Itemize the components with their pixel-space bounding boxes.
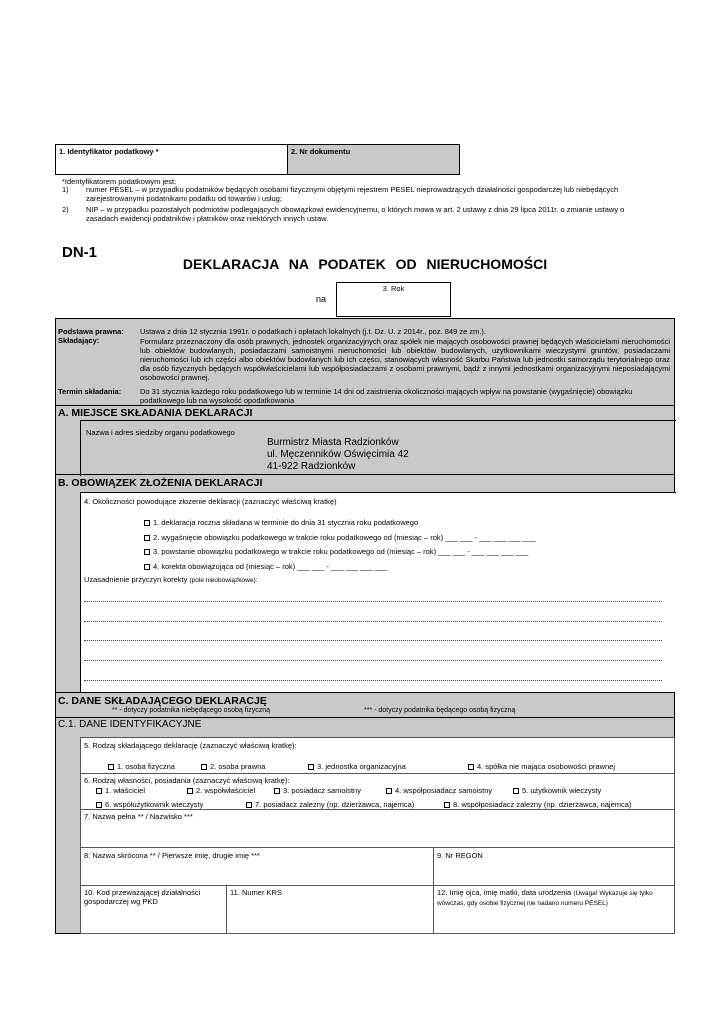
field-12-label-wrap (437, 888, 673, 908)
note1-number: 1) (62, 185, 69, 194)
field-8-label: 8. Nazwa skrócona ** / Pierwsze imię, drugie imię *** (84, 851, 260, 860)
skladajacy-text: Formularz przeznaczony dla osób prawnych, jednostek organizacyjnych oraz spółek nie mających osobowości prawnej będących właścicielami nieruchomości lub obiektów budowlanych, posiadaczami samoistnymi nieruchomości lub obiektów budowlanych, użytkownikami wieczystymi gruntów, posiadaczami nieruchomości lub ich części albo obiektów budowlanych lub ich części, stanowiących własność Skarbu Państwa lub jednostki samorządu terytorialnego oraz dla osób fizycznych będących współwłaścicielami lub współposiadaczami z osobami prawnymi, bądź z innymi jednostkami organizacyjnymi nieposiadającymi osobowości prawnej. (140, 337, 670, 382)
organ-line3: 41-922 Radzionków (267, 461, 356, 472)
f5-option-2[interactable] (201, 762, 265, 771)
notes-intro: *Identyfikatorem podatkowym jest: (62, 177, 177, 186)
field-5-label: 5. Rodzaj składającego deklarację (zaznaczyć właściwą kratkę): (84, 741, 297, 750)
f6-option-6-label: 6. współużytkownik wieczysty (105, 800, 204, 809)
option-3[interactable] (144, 547, 528, 556)
f5-option-2-label: 2. osoba prawna (210, 762, 266, 771)
f6-option-1-label: 1. właściciel (105, 786, 146, 795)
note1-text: numer PESEL – w przypadku podatników będących osobami fizycznymi objętymi rejestrem PESEL nieprowadzących działalności gospodarczej lub niebędących zarejestrowanymi podatnikami podatku od towarów i usług; (86, 185, 619, 203)
f6-option-4[interactable] (386, 786, 492, 795)
section-c-note2: *** - dotyczy podatnika będącego osobą fizyczną (364, 707, 516, 714)
checkbox-3[interactable] (144, 549, 150, 555)
field-12-label: 12. Imię ojca, imię matki, data urodzenia (437, 888, 572, 897)
identyfikator-label: 1. Identyfikator podatkowy * (59, 147, 159, 156)
field-11-label: 11. Numer KRS (230, 888, 282, 897)
rok-field[interactable] (336, 282, 451, 317)
uzasadnienie-text: Uzasadnienie przyczyn korekty (84, 575, 188, 584)
f6-checkbox-1[interactable] (96, 788, 102, 794)
podstawa-label: Podstawa prawna: (58, 327, 124, 336)
checkbox-1[interactable] (144, 520, 150, 526)
f6-option-4-label: 4. współposiadacz samoistny (395, 786, 493, 795)
uzasadnienie-line-1[interactable] (84, 600, 662, 602)
form-title: DEKLARACJA NA PODATEK OD NIERUCHOMOŚCI (182, 256, 548, 272)
skladajacy-label: Składający: (58, 336, 100, 345)
field-6-label: 6. Rodzaj własności, posiadania (zaznaczyć właściwą kratkę): (84, 776, 290, 785)
f5-option-4[interactable] (468, 762, 615, 771)
field-12-note: (Uwaga! Wykazuje się tylko wówczas, gdy osobie fizycznej nie nadano numeru PESEL) (437, 890, 653, 907)
f5-option-4-label: 4. spółka nie mająca osobowości prawnej (477, 762, 615, 771)
f5-option-3[interactable] (308, 762, 406, 771)
field-7-label: 7. Nazwa pełna ** / Nazwisko *** (84, 812, 193, 821)
checkbox-2[interactable] (144, 535, 150, 541)
f6-option-7[interactable] (246, 800, 414, 809)
option-4[interactable] (144, 562, 387, 571)
option-2[interactable] (144, 533, 535, 542)
f6-option-5[interactable] (513, 786, 601, 795)
option-4-label: 4. korekta obowiązująca od (miesiąc – rok) ___ ___ - ___ ___ ___ ___ (153, 562, 388, 571)
note2-number: 2) (62, 205, 69, 214)
uzasadnienie-note: (pole nieobowiązkowe): (189, 577, 258, 584)
checkbox-4[interactable] (144, 564, 150, 570)
field-9-label: 9. Nr REGON (437, 851, 483, 860)
termin-label: Termin składania: (58, 387, 122, 396)
rok-label: 3. Rok (382, 284, 405, 293)
f6-checkbox-5[interactable] (513, 788, 519, 794)
f5-checkbox-3[interactable] (308, 764, 314, 770)
f6-checkbox-2[interactable] (187, 788, 193, 794)
f6-option-7-label: 7. posiadacz zależny (np. dzierżawca, najemca) (255, 800, 415, 809)
identyfikator-field[interactable] (56, 145, 288, 174)
f6-checkbox-6[interactable] (96, 802, 102, 808)
nr-dokumentu-label: 2. Nr dokumentu (291, 147, 351, 156)
f5-option-1[interactable] (108, 762, 175, 771)
option-2-label: 2. wygaśnięcie obowiązku podatkowego w trakcie roku podatkowego od (miesiąc – rok) ___ ___ - ___ ___ ___ ___ (153, 533, 536, 542)
f6-option-2-label: 2. współwłaściciel (196, 786, 256, 795)
f6-option-8-label: 8. współposiadacz zależny (np. dzierżawca, najemca) (453, 800, 632, 809)
uzasadnienie-line-5[interactable] (84, 679, 662, 681)
f5-checkbox-4[interactable] (468, 764, 474, 770)
f5-checkbox-1[interactable] (108, 764, 114, 770)
option-1-label: 1. deklaracja roczna składana w terminie do dnia 31 stycznia roku podatkowego (153, 518, 419, 527)
uzasadnienie-line-2[interactable] (84, 620, 662, 622)
identifier-box (55, 144, 460, 175)
organ-line2: ul. Męczenników Oświęcimia 42 (267, 449, 409, 460)
section-b-title: B. OBOWIĄZEK ZŁOŻENIA DEKLARACJI (58, 477, 263, 489)
f6-option-1[interactable] (96, 786, 145, 795)
f6-option-3[interactable] (274, 786, 361, 795)
f6-option-3-label: 3. posiadacz samoistny (283, 786, 361, 795)
uzasadnienie-label (84, 575, 257, 585)
f5-checkbox-2[interactable] (201, 764, 207, 770)
f6-option-2[interactable] (187, 786, 255, 795)
uzasadnienie-line-3[interactable] (84, 639, 662, 641)
section-c-note1: ** - dotyczy podatnika niebędącego osobą fizyczną (112, 707, 270, 714)
c1-title: C.1. DANE IDENTYFIKACYJNE (58, 719, 202, 730)
f6-option-6[interactable] (96, 800, 203, 809)
f5-option-1-label: 1. osoba fizyczna (117, 762, 175, 771)
form-code: DN-1 (62, 244, 98, 261)
podstawa-text: Ustawa z dnia 12 stycznia 1991r. o podatkach i opłatach lokalnych (j.t. Dz. U. z 2014r., poz. 849 ze zm.). (140, 327, 487, 336)
f6-checkbox-3[interactable] (274, 788, 280, 794)
option-3-label: 3. powstanie obowiązku podatkowego w trakcie roku podatkowego od (miesiąc – rok) ___ ___ - ___ ___ ___ ___ (153, 547, 529, 556)
f6-checkbox-8[interactable] (444, 802, 450, 808)
f6-checkbox-4[interactable] (386, 788, 392, 794)
na-label: na (316, 294, 327, 304)
termin-text: Do 31 stycznia każdego roku podatkowego lub w terminie 14 dni od zaistnienia okoliczności mających wpływ na powstanie (wygaśnięcie) obowiązku podatkowego lub na wysokość opodatkowania (140, 387, 633, 405)
okolicznosci-label: 4. Okoliczności powodujące złożenie deklaracji (zaznaczyć właściwą kratkę) (84, 497, 337, 506)
uzasadnienie-line-4[interactable] (84, 659, 662, 661)
f6-option-8[interactable] (444, 800, 631, 809)
organ-line1: Burmistrz Miasta Radzionków (267, 437, 399, 448)
section-c-title: C. DANE SKŁADAJĄCEGO DEKLARACJĘ (58, 695, 267, 707)
nr-dokumentu-field (288, 145, 459, 174)
organ-label: Nazwa i adres siedziby organu podatkowego (86, 428, 235, 437)
note2-text: NIP – w przypadku pozostałych podmiotów podlegających obowiązkowi ewidencyjnemu, o których mowa w art. 2 ustawy z dnia 29 lipca 2011r. o zmianie ustawy o zasadach ewidencji podatników i płatników oraz niektórych innych ustaw. (86, 205, 625, 223)
section-a-title: A. MIEJSCE SKŁADANIA DEKLARACJI (58, 407, 253, 419)
f6-checkbox-7[interactable] (246, 802, 252, 808)
f5-option-3-label: 3. jednostka organizacyjna (317, 762, 406, 771)
option-1[interactable] (144, 518, 418, 527)
f6-option-5-label: 5. użytkownik wieczysty (522, 786, 602, 795)
field-10-label: 10. Kod przeważającej działalności gospodarczej wg PKD (84, 888, 201, 906)
